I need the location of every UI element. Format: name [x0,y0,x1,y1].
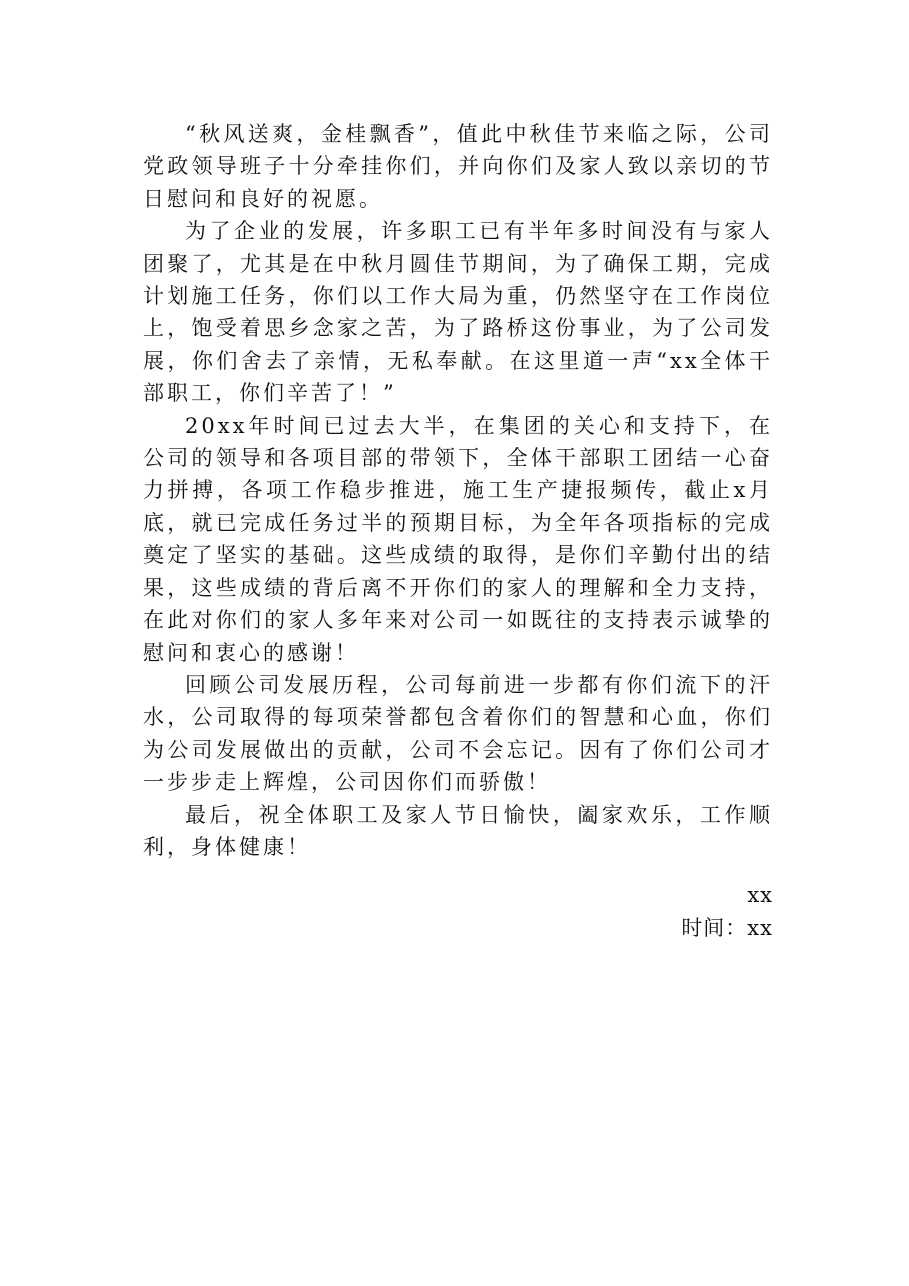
signature-sender: xx [747,883,773,908]
paragraph-greeting: “秋风送爽，金桂飘香”，值此中秋佳节来临之际，公司党政领导班子十分牵挂你们，并向你们及家人致以亲切的节日慰问和良好的祝愿。 [143,122,773,211]
paragraph-achievements: 20xx年时间已过去大半，在集团的关心和支持下，在公司的领导和各项目部的带领下，全体干部职工团结一心奋力拼搏，各项工作稳步推进，施工生产捷报频传，截止x月底，就已完成任务过半的预期目标，为全年各项指标的完成奠定了坚实的基础。这些成绩的取得，是你们辛勤付出的结果，这些成绩的背后离不开你们的家人的理解和全力支持，在此对你们的家人多年来对公司一如既往的支持表示诚挚的慰问和衷心的感谢！ [143,413,773,665]
signature-block [143,879,773,944]
signature-date: 时间：xx [681,915,773,940]
paragraph-closing-wishes: 最后，祝全体职工及家人节日愉快，阖家欢乐，工作顺利，身体健康！ [143,802,773,859]
paragraph-dedication: 为了企业的发展，许多职工已有半年多时间没有与家人团聚了，尤其是在中秋月圆佳节期间，为了确保工期，完成计划施工任务，你们以工作大局为重，仍然坚守在工作岗位上，饱受着思乡念家之苦，为了路桥这份事业，为了公司发展，你们舍去了亲情，无私奉献。在这里道一声“xx全体干部职工，你们辛苦了！” [143,219,773,406]
letter-document [143,118,773,944]
paragraph-review: 回顾公司发展历程，公司每前进一步都有你们流下的汗水，公司取得的每项荣誉都包含着你们的智慧和心血，你们为公司发展做出的贡献，公司不会忘记。因有了你们公司才一步步走上辉煌，公司因你们而骄傲！ [143,672,773,795]
